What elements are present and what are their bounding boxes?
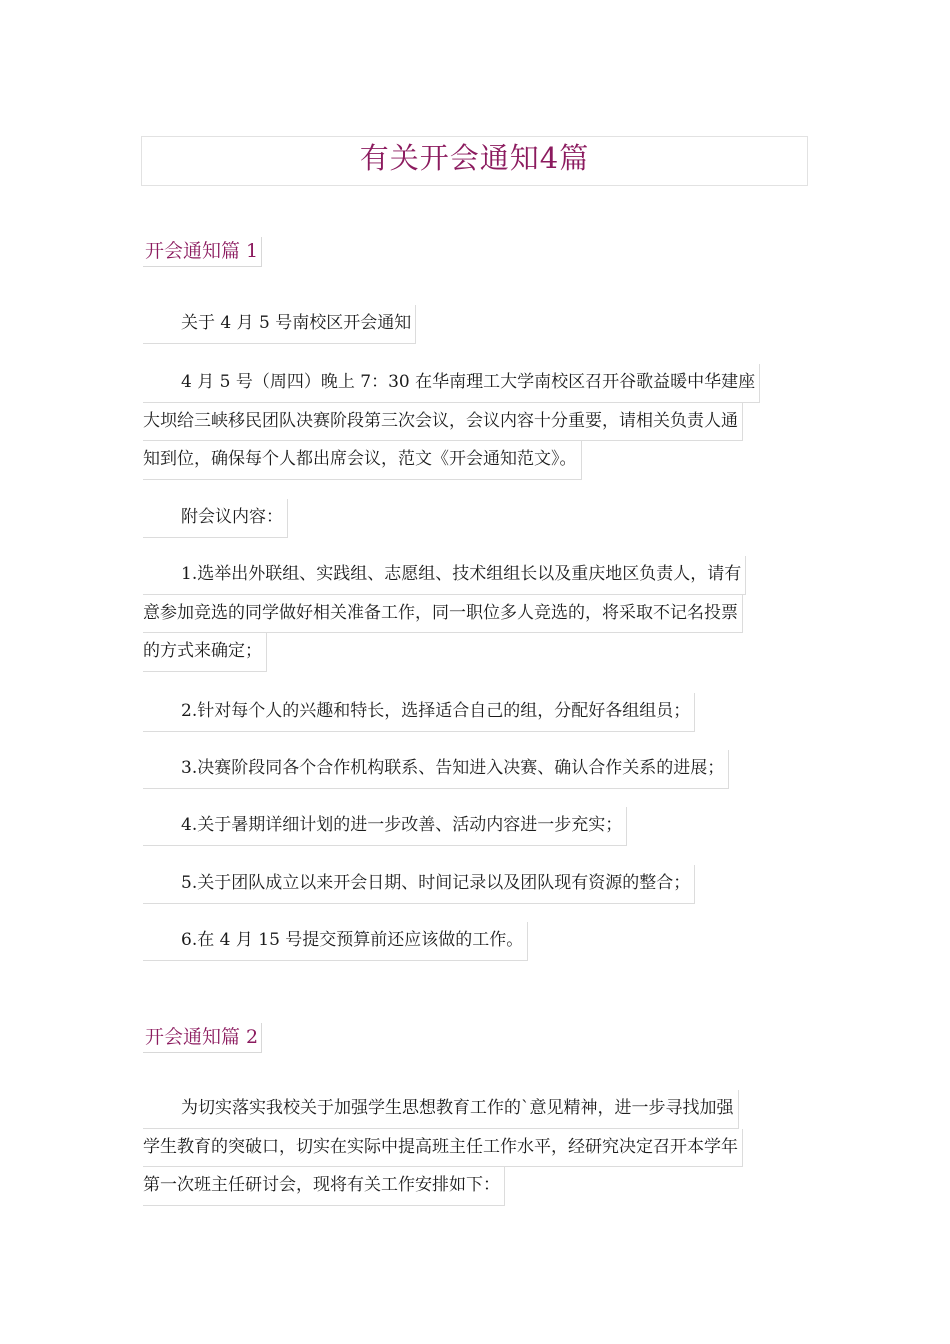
notice-subject: 关于 4 月 5 号南校区开会通知 — [143, 304, 416, 343]
section-heading-2: 开会通知篇 2 — [143, 1023, 262, 1053]
agenda-item-6: 6.在 4 月 15 号提交预算前还应该做的工作。 — [143, 921, 528, 960]
agenda-item-4: 4.关于暑期详细计划的进一步改善、活动内容进一步充实； — [143, 806, 627, 845]
section-heading-1: 开会通知篇 1 — [143, 237, 262, 267]
agenda-item-2: 2.针对每个人的兴趣和特长，选择适合自己的组，分配好各组组员； — [143, 692, 695, 731]
notice-intro-paragraph: 4 月 5 号（周四）晚上 7：30 在华南理工大学南校区召开谷歌益暖中华建座 大坝给三峡移民团队决赛阶段第三次会议，会议内容十分重要，请相关负责人通 知到位，确保每个人都出席会议，范文《开会通知范文》。 — [143, 363, 760, 479]
agenda-item-3: 3.决赛阶段同各个合作机构联系、告知进入决赛、确认合作关系的进展； — [143, 749, 729, 788]
section2-body-paragraph: 为切实落实我校关于加强学生思想教育工作的`意见精神，进一步寻找加强 学生教育的突破口，切实在实际中提高班主任工作水平，经研究决定召开本学年 第一次班主任研讨会，现将有关工作安排如下： — [143, 1089, 743, 1205]
document-title: 有关开会通知4篇 — [359, 141, 590, 175]
agenda-item-5: 5.关于团队成立以来开会日期、时间记录以及团队现有资源的整合； — [143, 864, 695, 903]
attachment-label: 附会议内容： — [143, 498, 288, 537]
agenda-item-1: 1.选举出外联组、实践组、志愿组、技术组组长以及重庆地区负责人，请有 意参加竞选的同学做好相关准备工作，同一职位多人竞选的，将采取不记名投票 的方式来确定； — [143, 555, 746, 671]
document-title-box — [141, 136, 808, 186]
